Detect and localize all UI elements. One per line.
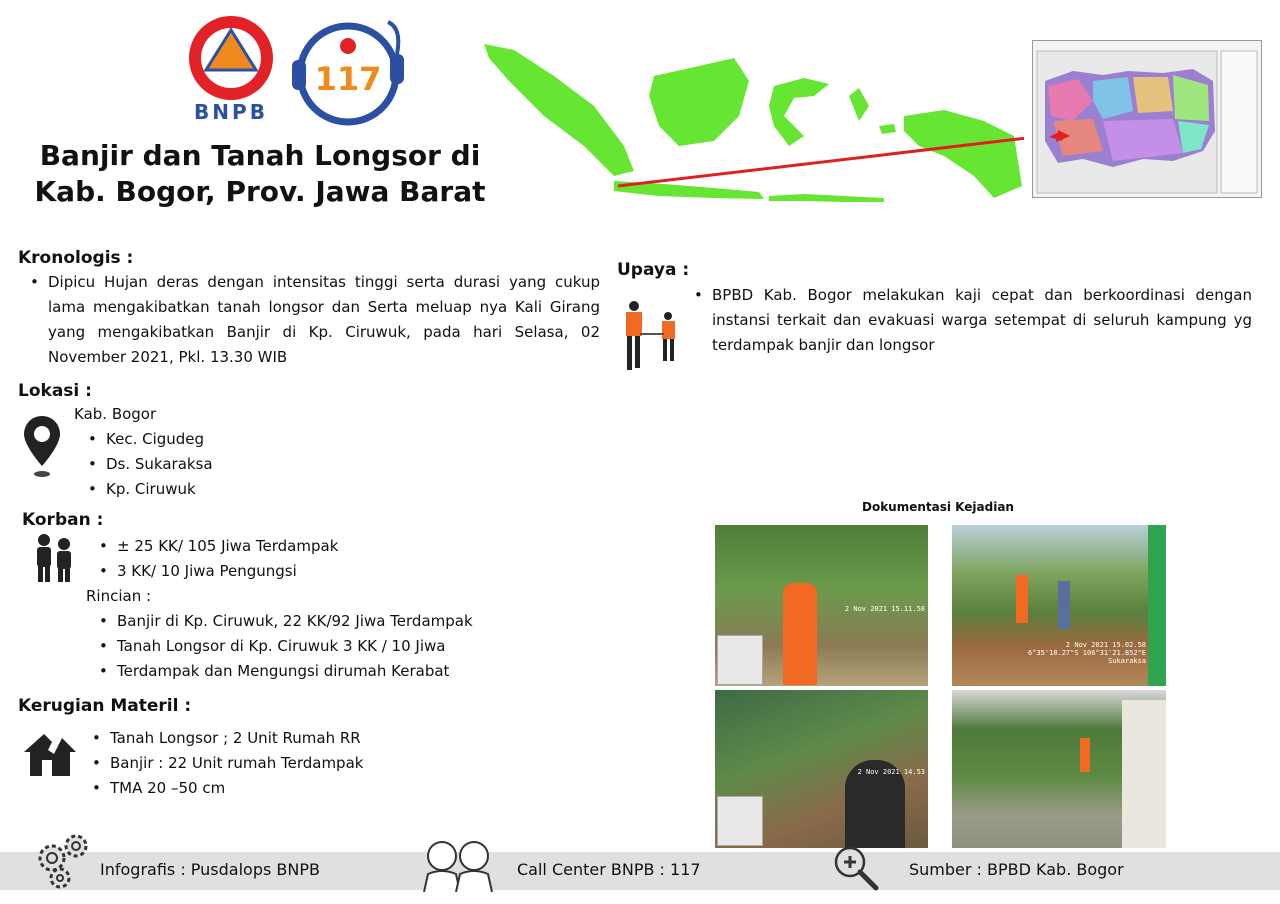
kronologis-heading: Kronologis :: [18, 248, 134, 268]
minimap-inset: [717, 635, 763, 685]
list-item: • Banjir : 22 Unit rumah Terdampak: [110, 751, 363, 776]
green-wall: [1148, 525, 1166, 686]
kerugian-heading: Kerugian Materil :: [18, 696, 192, 716]
list-item: • 3 KK/ 10 Jiwa Pengungsi: [117, 559, 338, 584]
footer-sumber: Sumber : BPBD Kab. Bogor: [909, 860, 1124, 879]
list-item: • Kp. Ciruwuk: [106, 477, 213, 502]
dokumentasi-heading: Dokumentasi Kejadian: [862, 500, 1014, 514]
bogor-admin-map: [1032, 40, 1262, 198]
list-item: • Tanah Longsor ; 2 Unit Rumah RR: [110, 726, 363, 751]
house-wall: [1122, 700, 1166, 848]
list-item: • Terdampak dan Mengungsi dirumah Kerabat: [117, 659, 473, 684]
upaya-heading: Upaya :: [617, 260, 690, 280]
stamp-line: Sukaraksa: [1108, 657, 1146, 665]
resident-figure: [1058, 581, 1070, 629]
minimap-inset: [717, 796, 763, 846]
magnifier-icon: [832, 844, 880, 896]
korban-list: [117, 534, 338, 584]
list-item: • Banjir di Kp. Ciruwuk, 22 KK/92 Jiwa Terdampak: [117, 609, 473, 634]
map-pin-icon: [22, 414, 62, 484]
indonesia-map: [484, 36, 1024, 206]
title-line-1: Banjir dan Tanah Longsor di: [39, 139, 481, 172]
korban-heading: Korban :: [22, 510, 104, 530]
list-item: • Ds. Sukaraksa: [106, 452, 213, 477]
photo-4: [952, 690, 1166, 848]
photo-stamp: [976, 641, 1146, 665]
photo-2: [952, 525, 1166, 686]
stamp-line: 2 Nov 2021 15.02.58: [1065, 641, 1146, 649]
rescue-worker-figure: [1016, 575, 1028, 623]
title-line-2: Kab. Bogor, Prov. Jawa Barat: [34, 175, 486, 208]
page-title: [20, 138, 500, 210]
photo-1: [715, 525, 928, 686]
operators-icon: [418, 834, 496, 896]
rescue-worker-figure: [783, 583, 817, 685]
pointer-arrow: [1010, 120, 1070, 150]
rincian-label: Rincian :: [86, 587, 152, 605]
bnpb-logo: [186, 14, 276, 126]
rescue-workers-icon: [620, 298, 682, 378]
damaged-house-icon: [22, 730, 78, 782]
list-item: • ± 25 KK/ 105 Jiwa Terdampak: [117, 534, 338, 559]
footer-callcenter: Call Center BNPB : 117: [517, 860, 701, 879]
hotline-number: 117: [314, 60, 382, 98]
kronologis-list: [48, 270, 600, 370]
list-item: • Kec. Cigudeg: [106, 427, 213, 452]
lokasi-list: [106, 427, 213, 502]
upaya-text: • BPBD Kab. Bogor melakukan kaji cepat dan berkoordinasi dengan instansi terkait dan evakuasi warga setempat di seluruh kampung yg terdampak banjir dan longsor: [712, 283, 1252, 358]
pusdalops-117-logo: [292, 18, 412, 130]
rescue-worker-figure: [1080, 738, 1090, 772]
rincian-list: [117, 609, 473, 684]
stamp-line: 6°35'18.27"S 106°31'21.852"E: [1027, 649, 1146, 657]
footer-infografis: Infografis : Pusdalops BNPB: [100, 860, 320, 879]
photo-stamp: 2 Nov 2021 15.11.58: [844, 605, 925, 613]
upaya-list: [712, 283, 1252, 358]
lokasi-region: Kab. Bogor: [74, 405, 157, 423]
photo-3: [715, 690, 928, 848]
kronologis-text: • Dipicu Hujan deras dengan intensitas tinggi serta durasi yang cukup lama mengakibatkan tanah longsor dan Serta meluap nya Kali Girang yang mengakibatkan Banjir di Kp. Ciruwuk, pada hari Selasa, 02 November 2021, Pkl. 13.30 WIB: [48, 270, 600, 370]
gears-icon: [36, 832, 92, 894]
kerugian-list: [110, 726, 363, 801]
list-item: • Tanah Longsor di Kp. Ciruwuk 3 KK / 10 Jiwa: [117, 634, 473, 659]
victims-icon: [30, 532, 78, 588]
bnpb-wordmark: BNPB: [194, 100, 268, 124]
lokasi-heading: Lokasi :: [18, 381, 92, 401]
photo-stamp: 2 Nov 2021 14.53: [857, 768, 925, 776]
list-item: • TMA 20 –50 cm: [110, 776, 363, 801]
